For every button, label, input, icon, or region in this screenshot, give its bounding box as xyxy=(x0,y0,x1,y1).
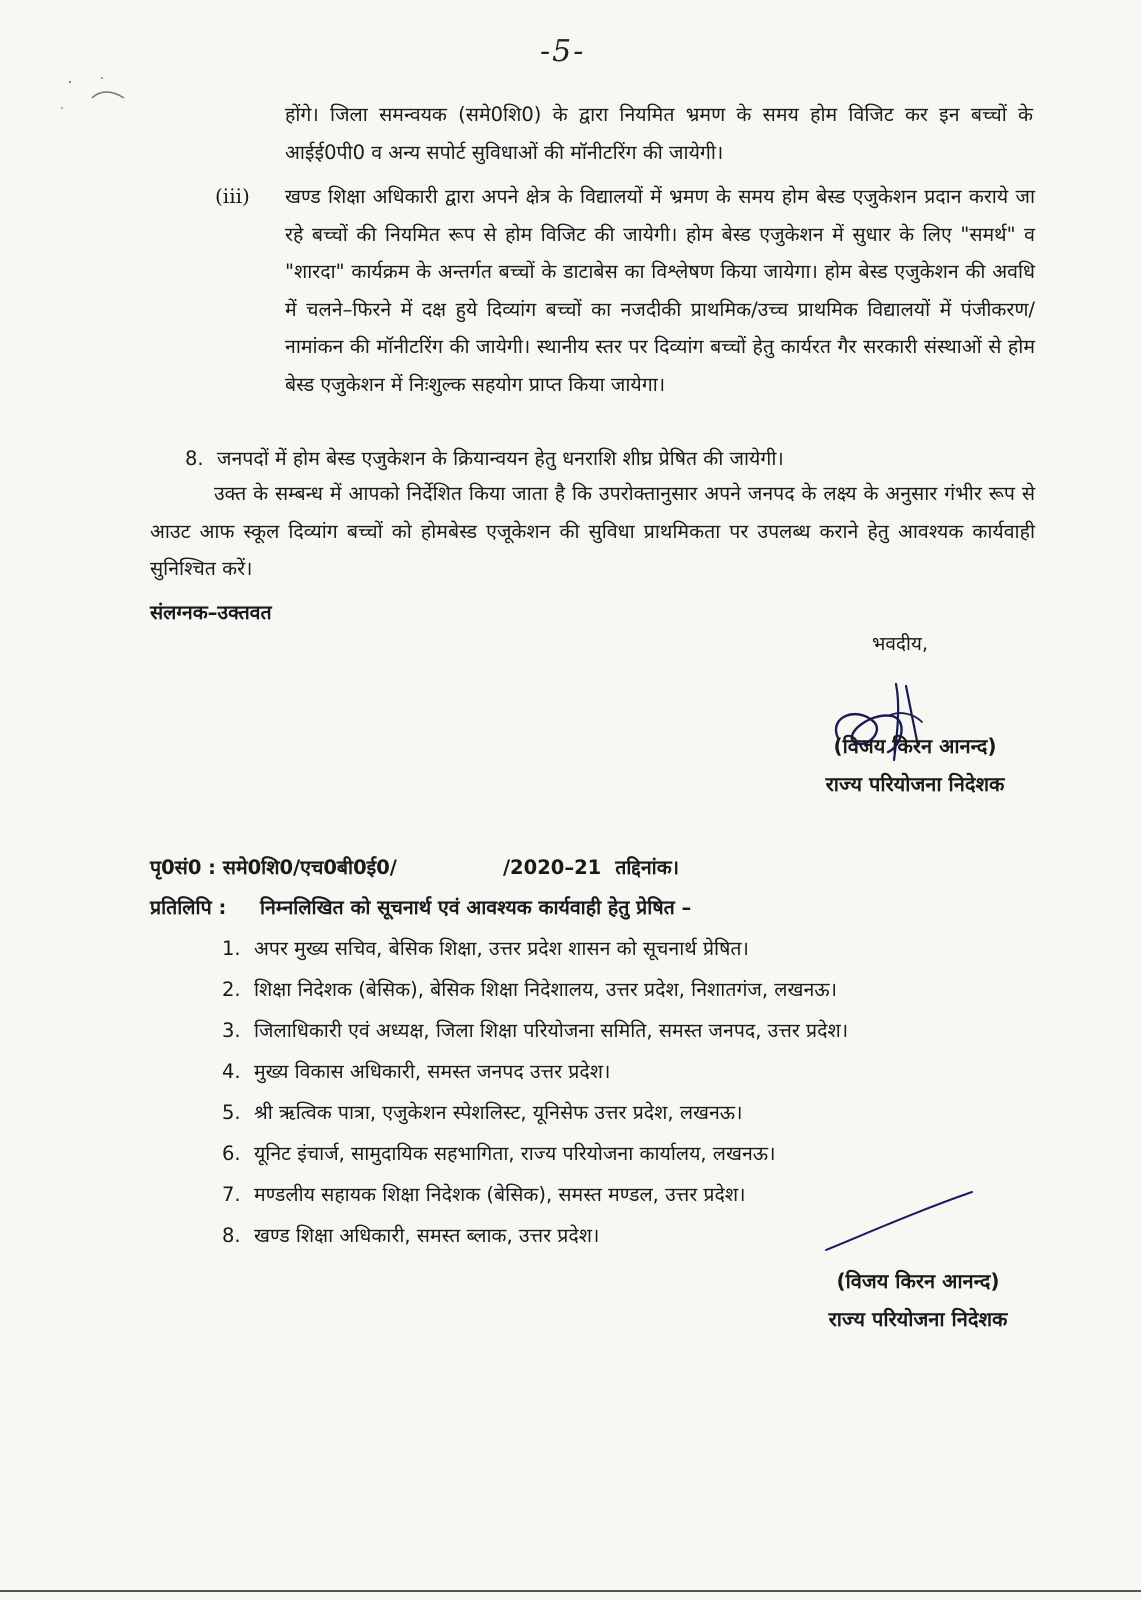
list-item-number: 5. xyxy=(222,1101,241,1124)
list-item-number: 4. xyxy=(222,1060,241,1083)
copy-to-line xyxy=(150,893,691,920)
signatory-designation: राज्य परियोजना निदेशक xyxy=(828,1307,1008,1331)
list-item-text: खण्ड शिक्षा अधिकारी, समस्त ब्लाक, उत्तर प्रदेश। xyxy=(254,1224,600,1247)
list-item xyxy=(222,1215,848,1256)
sub-item-text: खण्ड शिक्षा अधिकारी द्वारा अपने क्षेत्र के विद्यालयों में भ्रमण के समय होम बेस्ड एजुकेशन प्रदान कराये जा रहे बच्चों की नियमित रूप से होम विजिट की जायेगी। होम बेस्ड एजुकेशन में सुधार के लिए "समर्थ" व "शारदा" कार्यक्रम के अन्तर्गत बच्चों के डाटाबेस का विश्लेषण किया जायेगा। होम बेस्ड एजुकेशन की अवधि में चलने–फिरने में दक्ष हुये दिव्यांग बच्चों का नजदीकी प्राथमिक/उच्च प्राथमिक विद्यालयों में पंजीकरण/नामांकन की मॉनीटरिंग की जायेगी। स्थानीय स्तर पर दिव्यांग बच्चों हेतु कार्यरत गैर सरकारी संस्थाओं से होम बेस्ड एजुकेशन में निःशुल्क सहयोग प्राप्त किया जायेगा। xyxy=(285,185,1035,396)
point-8-number: 8. xyxy=(185,447,204,470)
list-item-number: 2. xyxy=(222,978,241,1001)
signatory-name: (विजय किरन आनन्द) xyxy=(833,734,997,758)
list-item xyxy=(222,1010,848,1051)
list-item-text: मुख्य विकास अधिकारी, समस्त जनपद उत्तर प्रदेश। xyxy=(254,1060,611,1083)
copy-to-label: प्रतिलिपि : xyxy=(150,896,227,919)
copy-recipient-list xyxy=(222,928,848,1256)
list-item-text: मण्डलीय सहायक शिक्षा निदेशक (बेसिक), समस्त मण्डल, उत्तर प्रदेश। xyxy=(254,1183,746,1206)
list-item xyxy=(222,1174,848,1215)
list-item-number: 6. xyxy=(222,1142,241,1165)
reference-number: पृ0सं0 : समे0शि0/एच0बी0ई0/ xyxy=(150,856,397,879)
point-8-text: जनपदों में होम बेस्ड एजुकेशन के क्रियान्वयन हेतु धनराशि शीघ्र प्रेषित की जायेगी। xyxy=(217,447,784,470)
sub-item-marker: (iii) xyxy=(215,184,250,208)
list-item-number: 7. xyxy=(222,1183,241,1206)
list-item xyxy=(222,1051,848,1092)
signatory-block-copy xyxy=(808,1262,1028,1338)
list-item-number: 1. xyxy=(222,937,241,960)
copy-to-text: निम्नलिखित को सूचनार्थ एवं आवश्यक कार्यवाही हेतु प्रेषित – xyxy=(260,896,692,919)
list-item-text: अपर मुख्य सचिव, बेसिक शिक्षा, उत्तर प्रदेश शासन को सूचनार्थ प्रेषित। xyxy=(254,937,749,960)
list-item-text: शिक्षा निदेशक (बेसिक), बेसिक शिक्षा निदेशालय, उत्तर प्रदेश, निशातगंज, लखनऊ। xyxy=(254,978,837,1001)
list-item xyxy=(222,928,848,969)
reference-line xyxy=(150,853,679,880)
initial-stroke xyxy=(820,1188,980,1258)
list-item-number: 3. xyxy=(222,1019,241,1042)
list-item xyxy=(222,1133,848,1174)
continuation-paragraph: होंगे। जिला समन्वयक (समे0शि0) के द्वारा नियमित भ्रमण के समय होम विजिट कर इन बच्चों के आईई0पी0 व अन्य सपोर्ट सुविधाओं की मॉनीटरिंग की जायेगी। xyxy=(285,103,1033,164)
list-item-number: 8. xyxy=(222,1224,241,1247)
list-item xyxy=(222,969,848,1010)
scan-mark xyxy=(40,70,130,130)
scan-bottom-edge xyxy=(0,1590,1141,1592)
closing-salutation: भवदीय, xyxy=(872,633,928,655)
point-8 xyxy=(185,440,784,478)
signatory-block xyxy=(805,727,1025,803)
directive-paragraph: उक्त के सम्बन्ध में आपको निर्देशित किया जाता है कि उपरोक्तानुसार अपने जनपद के लक्ष्य के अनुसार गंभीर रूप से आउट आफ स्कूल दिव्यांग बच्चों को होमबेस्ड एजूकेशन की सुविधा प्राथमिकता पर उपलब्ध कराने हेतु आवश्यक कार्यवाही सुनिश्चित करें। xyxy=(150,482,1035,580)
signatory-name: (विजय किरन आनन्द) xyxy=(836,1269,1000,1293)
list-item-text: जिलाधिकारी एवं अध्यक्ष, जिला शिक्षा परियोजना समिति, समस्त जनपद, उत्तर प्रदेश। xyxy=(254,1019,849,1042)
list-item xyxy=(222,1092,848,1133)
enclosure-note: संलग्नक–उक्तवत xyxy=(150,601,272,624)
page-number: -5- xyxy=(540,34,586,69)
list-item-text: श्री ऋत्विक पात्रा, एजुकेशन स्पेशलिस्ट, यूनिसेफ उत्तर प्रदेश, लखनऊ। xyxy=(254,1101,743,1124)
list-item-text: यूनिट इंचार्ज, सामुदायिक सहभागिता, राज्य परियोजना कार्यालय, लखनऊ। xyxy=(254,1142,776,1165)
reference-year: /2020–21 xyxy=(502,856,602,879)
reference-date: तद्दिनांक। xyxy=(615,856,680,879)
signatory-designation: राज्य परियोजना निदेशक xyxy=(825,772,1005,796)
